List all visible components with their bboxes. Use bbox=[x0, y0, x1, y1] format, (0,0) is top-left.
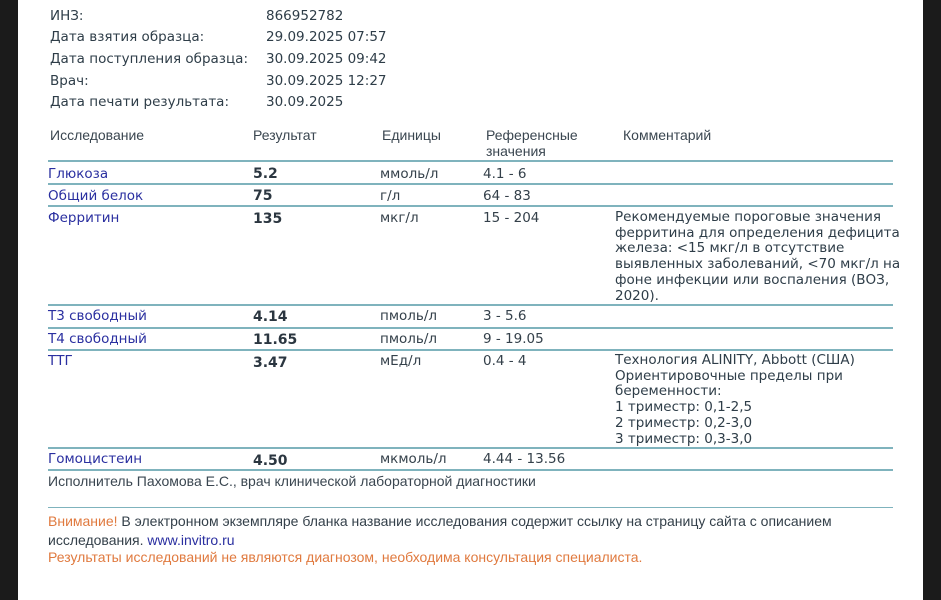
test-reference: 4.1 - 6 bbox=[483, 166, 527, 182]
comment-line: Технология ALINITY, Abbott (США) bbox=[615, 352, 855, 368]
header-result: Результат bbox=[253, 127, 317, 143]
notice-body: В электронном экземпляре бланка название исследования содержит ссылку на страницу сайта с описанием исследования. bbox=[48, 513, 832, 548]
comment-line: 1 триместр: 0,1-2,5 bbox=[615, 399, 753, 416]
row-divider bbox=[48, 327, 893, 329]
header-units: Единицы bbox=[382, 127, 441, 143]
comment-line: беременности: bbox=[615, 383, 722, 400]
test-comment bbox=[615, 353, 905, 447]
test-result: 11.65 bbox=[253, 332, 298, 348]
test-result: 3.47 bbox=[253, 355, 288, 371]
test-name-link[interactable]: Гомоцистеин bbox=[48, 451, 143, 467]
test-units: г/л bbox=[380, 188, 401, 204]
test-reference: 4.44 - 13.56 bbox=[483, 451, 566, 467]
test-reference: 9 - 19.05 bbox=[483, 331, 544, 347]
header-comment: Комментарий bbox=[623, 127, 712, 143]
header-reference-line1: Референсные bbox=[486, 127, 578, 143]
meta-value: 866952782 bbox=[266, 8, 344, 24]
test-reference: 3 - 5.6 bbox=[483, 308, 527, 324]
test-result: 5.2 bbox=[253, 166, 278, 182]
test-name-link[interactable]: Т4 свободный bbox=[48, 331, 147, 347]
row-divider bbox=[48, 304, 893, 306]
row-divider bbox=[48, 205, 893, 207]
comment-line: 2 триместр: 0,2-3,0 bbox=[615, 414, 753, 431]
test-units: пмоль/л bbox=[380, 331, 438, 347]
header-reference bbox=[486, 127, 578, 159]
test-result: 4.14 bbox=[253, 309, 288, 325]
test-units: мкмоль/л bbox=[380, 451, 447, 467]
meta-label: Дата поступления образца: bbox=[50, 51, 248, 67]
meta-value: 29.09.2025 07:57 bbox=[266, 29, 387, 45]
test-reference: 0.4 - 4 bbox=[483, 353, 527, 369]
test-reference: 15 - 204 bbox=[483, 210, 540, 226]
footer-divider bbox=[48, 507, 893, 508]
test-result: 4.50 bbox=[253, 453, 288, 469]
test-reference: 64 - 83 bbox=[483, 188, 531, 204]
row-divider bbox=[48, 160, 893, 162]
meta-label: Дата взятия образца: bbox=[50, 29, 205, 45]
row-divider bbox=[48, 183, 893, 185]
meta-value: 30.09.2025 09:42 bbox=[266, 51, 387, 67]
notice-warning-label: Внимание! bbox=[48, 513, 118, 529]
header-test: Исследование bbox=[50, 127, 145, 143]
row-divider bbox=[48, 469, 893, 471]
test-name-link[interactable]: Т3 свободный bbox=[48, 308, 147, 324]
notice-text bbox=[48, 512, 908, 550]
test-result: 75 bbox=[253, 188, 273, 204]
lab-report-page bbox=[18, 0, 923, 600]
row-divider bbox=[48, 349, 893, 351]
meta-label: Дата печати результата: bbox=[50, 94, 230, 110]
test-units: ммоль/л bbox=[380, 166, 439, 182]
disclaimer-text: Результаты исследований не являются диагнозом, необходима консультация специалиста. bbox=[48, 549, 643, 565]
test-result: 135 bbox=[253, 211, 283, 227]
test-units: мЕд/л bbox=[380, 353, 422, 369]
test-units: пмоль/л bbox=[380, 308, 438, 324]
meta-value: 30.09.2025 bbox=[266, 94, 344, 110]
test-name-link[interactable]: Общий белок bbox=[48, 188, 144, 204]
meta-label: ИНЗ: bbox=[50, 8, 84, 24]
comment-line: Ориентировочные пределы при bbox=[615, 367, 843, 384]
comment-line: 3 триместр: 0,3-3,0 bbox=[615, 430, 753, 447]
test-name-link[interactable]: ТТГ bbox=[48, 353, 73, 369]
test-name-link[interactable]: Ферритин bbox=[48, 210, 120, 226]
executor-text: Исполнитель Пахомова Е.С., врач клинической лабораторной диагностики bbox=[48, 473, 536, 489]
meta-value: 30.09.2025 12:27 bbox=[266, 73, 387, 89]
meta-label: Врач: bbox=[50, 73, 89, 89]
test-units: мкг/л bbox=[380, 210, 419, 226]
header-reference-line2: значения bbox=[486, 143, 546, 159]
invitro-link[interactable]: www.invitro.ru bbox=[147, 532, 235, 548]
test-name-link[interactable]: Глюкоза bbox=[48, 166, 109, 182]
row-divider bbox=[48, 447, 893, 449]
test-comment: Рекомендуемые пороговые значения ферритина для определения дефицита железа: <15 мкг/л в отсутствие выявленных заболеваний, <70 мкг/л на фоне инфекции или воспаления (ВОЗ, 2020). bbox=[615, 209, 901, 304]
